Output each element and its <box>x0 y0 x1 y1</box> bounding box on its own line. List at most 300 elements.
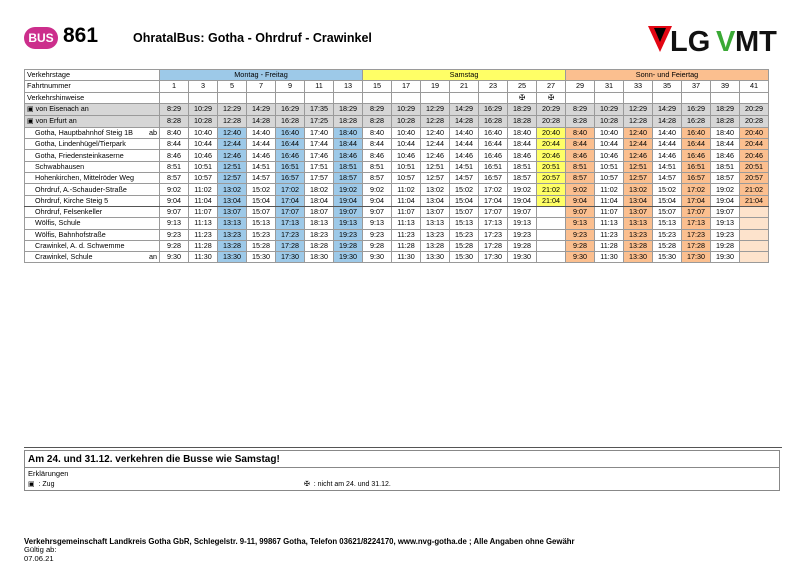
departure-time: 12:46 <box>218 150 247 161</box>
stop-name-text: Schwabhausen <box>35 161 85 171</box>
legend-train-text: Zug <box>42 481 55 488</box>
trip-number: 11 <box>305 81 334 92</box>
departure-time: 19:28 <box>334 240 363 251</box>
departure-time: 18:44 <box>508 139 537 150</box>
stop-name-text: Gotha, Hauptbahnhof Steig 1B <box>35 128 133 138</box>
departure-time: 11:28 <box>595 240 624 251</box>
stop-name-text: Wölfis, Schule <box>35 218 81 228</box>
train-arrival-time: 10:29 <box>189 103 218 115</box>
line-number: 861 <box>63 24 99 47</box>
departure-time: 15:30 <box>653 252 682 263</box>
departure-time <box>537 206 566 217</box>
departure-time: 9:13 <box>363 218 392 229</box>
stop-row <box>25 195 769 206</box>
departure-time: 14:51 <box>247 161 276 172</box>
train-arrival-time: 8:29 <box>363 103 392 115</box>
departure-time: 9:23 <box>363 229 392 240</box>
departure-time: 9:30 <box>363 252 392 263</box>
stop-row <box>25 150 769 161</box>
departure-time: 19:13 <box>711 218 740 229</box>
header-row-notes <box>25 92 769 103</box>
stop-row <box>25 229 769 240</box>
departure-time: 11:02 <box>392 184 421 195</box>
departure-time: 15:04 <box>247 195 276 206</box>
stop-row <box>25 206 769 217</box>
departure-time: 11:28 <box>189 240 218 251</box>
departure-time: 8:57 <box>363 173 392 184</box>
trip-number: 13 <box>334 81 363 92</box>
trip-note <box>334 92 363 103</box>
footer-validity <box>24 546 57 563</box>
trip-note <box>711 92 740 103</box>
departure-time: 19:23 <box>334 229 363 240</box>
departure-time <box>740 229 769 240</box>
departure-time: 17:07 <box>682 206 711 217</box>
stop-row <box>25 184 769 195</box>
departure-time: 18:07 <box>305 206 334 217</box>
departure-time: 11:30 <box>189 252 218 263</box>
trip-note <box>392 92 421 103</box>
departure-time: 14:46 <box>450 150 479 161</box>
departure-time: 18:46 <box>334 150 363 161</box>
trip-note <box>624 92 653 103</box>
departure-time: 17:44 <box>305 139 334 150</box>
departure-time: 8:51 <box>160 161 189 172</box>
trip-number: 25 <box>508 81 537 92</box>
departure-time: 13:07 <box>624 206 653 217</box>
stop-row <box>25 218 769 229</box>
stop-row <box>25 173 769 184</box>
train-arrival-time: 18:29 <box>334 103 363 115</box>
trip-note <box>160 92 189 103</box>
separator-line <box>24 447 782 448</box>
trip-note <box>189 92 218 103</box>
train-arrival-time: 14:29 <box>653 103 682 115</box>
label-verkehrshinweise: Verkehrshinweise <box>25 92 160 103</box>
departure-time: 18:40 <box>711 127 740 138</box>
train-icon: ▣ <box>27 117 34 125</box>
train-connection-text: von Eisenach an <box>35 103 89 113</box>
train-arrival-time: 20:29 <box>740 103 769 115</box>
departure-time: 18:51 <box>508 161 537 172</box>
trip-number: 7 <box>247 81 276 92</box>
departure-time: 18:40 <box>508 127 537 138</box>
departure-time: 8:44 <box>363 139 392 150</box>
departure-time: 15:28 <box>653 240 682 251</box>
trip-number: 1 <box>160 81 189 92</box>
departure-time: 9:28 <box>363 240 392 251</box>
departure-time: 9:02 <box>160 184 189 195</box>
departure-time: 18:51 <box>711 161 740 172</box>
trip-number: 27 <box>537 81 566 92</box>
logo-text-lg: LG <box>670 26 711 54</box>
stop-name <box>25 150 160 161</box>
departure-time: 9:02 <box>566 184 595 195</box>
departure-time: 15:23 <box>247 229 276 240</box>
departure-time: 10:44 <box>392 139 421 150</box>
departure-time: 15:23 <box>450 229 479 240</box>
departure-time: 10:51 <box>392 161 421 172</box>
departure-time: 18:40 <box>334 127 363 138</box>
train-arrival-time: 12:28 <box>624 115 653 127</box>
departure-time: 13:04 <box>218 195 247 206</box>
valid-from-date: 07.06.21 <box>24 553 54 563</box>
departure-time: 11:13 <box>189 218 218 229</box>
train-arrival-time: 12:28 <box>421 115 450 127</box>
departure-time: 17:02 <box>479 184 508 195</box>
departure-time: 13:28 <box>624 240 653 251</box>
departure-time: 19:02 <box>334 184 363 195</box>
departure-time: 9:28 <box>566 240 595 251</box>
departure-time: 11:23 <box>189 229 218 240</box>
train-arrival-time: 18:28 <box>508 115 537 127</box>
trip-number: 35 <box>653 81 682 92</box>
departure-time: 16:51 <box>276 161 305 172</box>
departure-time: 20:40 <box>537 127 566 138</box>
departure-time: 16:51 <box>682 161 711 172</box>
train-arrival-time: 16:28 <box>682 115 711 127</box>
stop-name-text: Gotha, Friedensteinkaserne <box>35 150 124 160</box>
departure-time: 17:30 <box>682 252 711 263</box>
departure-time: 11:23 <box>392 229 421 240</box>
departure-time: 8:57 <box>566 173 595 184</box>
departure-time: 12:51 <box>624 161 653 172</box>
departure-time: 15:28 <box>450 240 479 251</box>
stop-name <box>25 184 160 195</box>
stop-name <box>25 218 160 229</box>
departure-time: 10:46 <box>392 150 421 161</box>
departure-time: 19:13 <box>508 218 537 229</box>
route-title: OhratalBus: Gotha - Ohrdruf - Crawinkel <box>133 31 372 45</box>
departure-time: 15:04 <box>450 195 479 206</box>
train-arrival-time: 12:29 <box>218 103 247 115</box>
stop-direction-mark: an <box>149 252 157 262</box>
train-arrival-time: 10:28 <box>189 115 218 127</box>
departure-time: 16:40 <box>276 127 305 138</box>
trip-note <box>363 92 392 103</box>
departure-time: 13:23 <box>421 229 450 240</box>
departure-time: 16:46 <box>276 150 305 161</box>
departure-time: 16:51 <box>479 161 508 172</box>
departure-time: 11:30 <box>595 252 624 263</box>
trip-number: 29 <box>566 81 595 92</box>
departure-time: 17:23 <box>276 229 305 240</box>
trip-note <box>305 92 334 103</box>
departure-time: 14:51 <box>450 161 479 172</box>
departure-time: 8:40 <box>363 127 392 138</box>
trip-note <box>682 92 711 103</box>
timetable <box>24 69 769 263</box>
trip-number: 41 <box>740 81 769 92</box>
departure-time: 16:46 <box>682 150 711 161</box>
departure-time: 14:44 <box>653 139 682 150</box>
departure-time: 8:46 <box>363 150 392 161</box>
departure-time: 18:04 <box>305 195 334 206</box>
departure-time: 9:02 <box>363 184 392 195</box>
departure-time: 8:44 <box>566 139 595 150</box>
departure-time: 10:57 <box>595 173 624 184</box>
stop-row <box>25 139 769 150</box>
departure-time: 18:57 <box>508 173 537 184</box>
stop-name <box>25 139 160 150</box>
trip-number: 39 <box>711 81 740 92</box>
departure-time: 18:30 <box>305 252 334 263</box>
departure-time: 18:44 <box>711 139 740 150</box>
departure-time: 10:51 <box>189 161 218 172</box>
departure-time: 10:51 <box>595 161 624 172</box>
departure-time: 14:46 <box>653 150 682 161</box>
footer-organisation: Verkehrsgemeinschaft Landkreis Gotha GbR, Schlegelstr. 9-11, 99867 Gotha, Telefon 03621/8224170, www.nvg-gotha.de ; Alle Angaben ohne Gewähr <box>24 537 575 546</box>
departure-time: 19:13 <box>334 218 363 229</box>
trip-note: ✠ <box>508 92 537 103</box>
trip-number: 5 <box>218 81 247 92</box>
departure-time: 13:28 <box>421 240 450 251</box>
departure-time: 18:13 <box>305 218 334 229</box>
train-arrival-time: 20:28 <box>537 115 566 127</box>
departure-time: 13:30 <box>421 252 450 263</box>
departure-time: 12:44 <box>624 139 653 150</box>
departure-time: 8:57 <box>160 173 189 184</box>
departure-time: 9:07 <box>566 206 595 217</box>
stop-name-text: Crawinkel, A. d. Schwemme <box>35 241 125 250</box>
departure-time: 9:30 <box>566 252 595 263</box>
departure-time: 21:02 <box>740 184 769 195</box>
departure-time: 9:07 <box>363 206 392 217</box>
header-row-trips <box>25 81 769 92</box>
departure-time: 18:44 <box>334 139 363 150</box>
departure-time <box>740 252 769 263</box>
departure-time: 13:13 <box>421 218 450 229</box>
departure-time: 20:46 <box>740 150 769 161</box>
departure-time: 11:07 <box>189 206 218 217</box>
departure-time: 17:04 <box>682 195 711 206</box>
train-arrival-time: 12:29 <box>624 103 653 115</box>
departure-time: 13:23 <box>624 229 653 240</box>
departure-time: 14:44 <box>247 139 276 150</box>
departure-time: 9:13 <box>566 218 595 229</box>
departure-time: 17:13 <box>276 218 305 229</box>
departure-time: 12:51 <box>421 161 450 172</box>
stop-name-text: Crawinkel, Schule <box>35 252 93 262</box>
header-row-days <box>25 70 769 81</box>
departure-time: 15:04 <box>653 195 682 206</box>
departure-time: 17:02 <box>276 184 305 195</box>
departure-time: 20:40 <box>740 127 769 138</box>
train-arrival-time: 8:29 <box>160 103 189 115</box>
train-arrival-time: 10:28 <box>595 115 624 127</box>
trip-note <box>276 92 305 103</box>
departure-time: 14:44 <box>450 139 479 150</box>
train-icon: ▣ <box>28 481 35 488</box>
departure-time: 19:28 <box>711 240 740 251</box>
trip-note <box>479 92 508 103</box>
stop-name-text: Ohrdruf, Kirche Steig 5 <box>35 195 109 205</box>
train-icon: ▣ <box>27 105 34 113</box>
legend-item-cross: ✠ : nicht am 24. und 31.12. <box>304 481 391 488</box>
departure-time: 8:40 <box>160 127 189 138</box>
departure-time: 17:28 <box>276 240 305 251</box>
departure-time: 8:51 <box>566 161 595 172</box>
departure-time: 9:04 <box>363 195 392 206</box>
stop-name-text: Ohrdruf, A.-Schauder-Straße <box>35 184 127 194</box>
train-arrival-time: 8:28 <box>566 115 595 127</box>
train-arrival-time: 8:28 <box>363 115 392 127</box>
departure-time: 17:28 <box>479 240 508 251</box>
departure-time: 14:40 <box>450 127 479 138</box>
stop-name <box>25 229 160 240</box>
stop-row <box>25 252 769 263</box>
departure-time: 13:07 <box>218 206 247 217</box>
stop-row <box>25 161 769 172</box>
departure-time: 20:44 <box>740 139 769 150</box>
departure-time: 11:02 <box>189 184 218 195</box>
trip-note <box>450 92 479 103</box>
stop-name-text: Wölfis, Bahnhofstraße <box>35 229 106 239</box>
trip-note <box>566 92 595 103</box>
departure-time: 17:23 <box>479 229 508 240</box>
departure-time: 15:07 <box>653 206 682 217</box>
departure-time: 17:04 <box>276 195 305 206</box>
departure-time: 19:04 <box>711 195 740 206</box>
group-header-su: Sonn- und Feiertag <box>566 70 769 81</box>
trip-note <box>653 92 682 103</box>
departure-time: 16:57 <box>682 173 711 184</box>
departure-time: 17:30 <box>276 252 305 263</box>
holiday-notice: Am 24. und 31.12. verkehren die Busse wie Samstag! <box>24 450 780 467</box>
departure-time <box>537 218 566 229</box>
departure-time: 12:46 <box>624 150 653 161</box>
departure-time: 18:02 <box>305 184 334 195</box>
departure-time: 12:40 <box>218 127 247 138</box>
departure-time: 12:40 <box>624 127 653 138</box>
departure-time: 19:04 <box>334 195 363 206</box>
departure-time: 19:30 <box>334 252 363 263</box>
departure-time: 19:07 <box>711 206 740 217</box>
train-arrival-time: 8:29 <box>566 103 595 115</box>
departure-time: 15:30 <box>450 252 479 263</box>
departure-time: 15:23 <box>653 229 682 240</box>
train-arrival-time: 12:28 <box>218 115 247 127</box>
departure-time: 20:51 <box>740 161 769 172</box>
departure-time: 15:13 <box>450 218 479 229</box>
departure-time: 11:07 <box>392 206 421 217</box>
departure-time: 19:23 <box>508 229 537 240</box>
departure-time: 17:13 <box>479 218 508 229</box>
train-arrival-time: 8:28 <box>160 115 189 127</box>
departure-time: 17:07 <box>479 206 508 217</box>
departure-time <box>537 240 566 251</box>
train-arrival-time: 16:29 <box>682 103 711 115</box>
departure-time: 9:30 <box>160 252 189 263</box>
departure-time: 12:40 <box>421 127 450 138</box>
departure-time: 17:28 <box>682 240 711 251</box>
departure-time: 16:46 <box>479 150 508 161</box>
departure-time: 12:57 <box>421 173 450 184</box>
trip-number: 21 <box>450 81 479 92</box>
departure-time: 15:02 <box>450 184 479 195</box>
departure-time: 20:44 <box>537 139 566 150</box>
stop-name-text: Gotha, Lindenhügel/Tierpark <box>35 139 126 149</box>
valid-from-label: Gültig ab: <box>24 545 57 554</box>
departure-time: 13:13 <box>218 218 247 229</box>
label-verkehrstage: Verkehrstage <box>25 70 160 81</box>
departure-time: 8:46 <box>566 150 595 161</box>
train-connection-row <box>25 115 769 127</box>
departure-time: 8:44 <box>160 139 189 150</box>
train-arrival-time: 20:28 <box>740 115 769 127</box>
departure-time: 11:04 <box>595 195 624 206</box>
stop-name <box>25 252 160 263</box>
stop-row <box>25 240 769 251</box>
departure-time: 17:23 <box>682 229 711 240</box>
departure-time: 20:57 <box>537 173 566 184</box>
trip-number: 23 <box>479 81 508 92</box>
departure-time: 13:13 <box>624 218 653 229</box>
train-arrival-time: 14:29 <box>247 103 276 115</box>
departure-time: 15:07 <box>247 206 276 217</box>
departure-time: 14:57 <box>450 173 479 184</box>
departure-time: 16:57 <box>479 173 508 184</box>
train-arrival-time: 14:28 <box>247 115 276 127</box>
departure-time: 11:04 <box>392 195 421 206</box>
departure-time: 15:02 <box>247 184 276 195</box>
logo-text-v: V <box>716 26 736 54</box>
trip-note <box>421 92 450 103</box>
departure-time: 8:40 <box>566 127 595 138</box>
departure-time: 11:07 <box>595 206 624 217</box>
train-arrival-time: 16:28 <box>276 115 305 127</box>
departure-time: 13:07 <box>421 206 450 217</box>
departure-time: 15:02 <box>653 184 682 195</box>
departure-time: 10:44 <box>595 139 624 150</box>
departure-time: 17:04 <box>479 195 508 206</box>
train-arrival-time: 17:25 <box>305 115 334 127</box>
train-connection-label <box>25 103 160 115</box>
departure-time: 18:28 <box>305 240 334 251</box>
departure-time: 12:44 <box>218 139 247 150</box>
label-fahrtnummer: Fahrtnummer <box>25 81 160 92</box>
departure-time: 16:44 <box>276 139 305 150</box>
departure-time: 9:28 <box>160 240 189 251</box>
departure-time: 17:13 <box>682 218 711 229</box>
departure-time: 21:04 <box>740 195 769 206</box>
stop-name <box>25 206 160 217</box>
departure-time: 10:44 <box>189 139 218 150</box>
departure-time <box>537 229 566 240</box>
legend-title: Erklärungen <box>28 469 69 478</box>
departure-time: 17:46 <box>305 150 334 161</box>
stop-name-text: Ohrdruf, Felsenkeller <box>35 207 103 217</box>
departure-time: 13:30 <box>624 252 653 263</box>
departure-time: 9:13 <box>160 218 189 229</box>
departure-time: 11:13 <box>392 218 421 229</box>
trip-number: 33 <box>624 81 653 92</box>
logo-text-mt: MT <box>735 26 777 54</box>
train-arrival-time: 14:28 <box>450 115 479 127</box>
trip-note <box>595 92 624 103</box>
departure-time: 12:57 <box>624 173 653 184</box>
departure-time: 10:46 <box>595 150 624 161</box>
train-arrival-time: 16:29 <box>276 103 305 115</box>
departure-time: 13:02 <box>421 184 450 195</box>
departure-time: 14:40 <box>653 127 682 138</box>
train-arrival-time: 18:28 <box>334 115 363 127</box>
stop-name <box>25 195 160 206</box>
departure-time: 18:23 <box>305 229 334 240</box>
departure-time: 19:04 <box>508 195 537 206</box>
train-arrival-time: 17:35 <box>305 103 334 115</box>
departure-time: 15:13 <box>247 218 276 229</box>
